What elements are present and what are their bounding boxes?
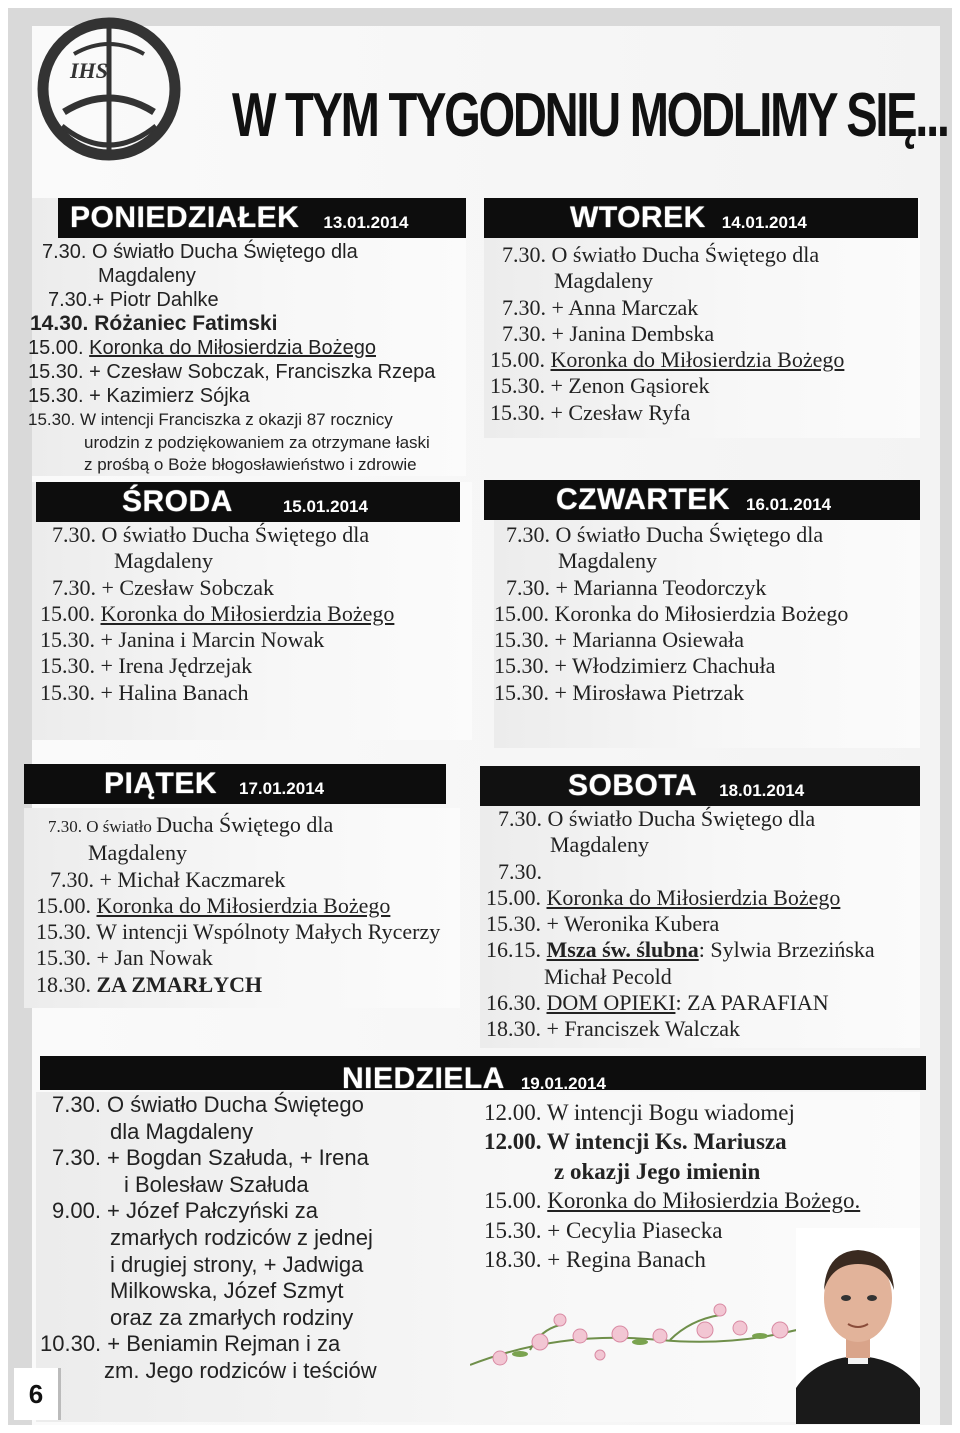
list-item: 15.30. + Włodzimierz Chachuła bbox=[494, 653, 776, 679]
page-number: 6 bbox=[14, 1368, 61, 1420]
list-item: 7.30. O światło Ducha Świętego dla bbox=[498, 806, 816, 831]
list-item: 7.30. + Janina Dembska bbox=[502, 320, 715, 346]
list-item: z prośbą o Boże błogosławieństwo i zdrowie bbox=[84, 455, 417, 474]
list-item: Milkowska, Józef Szmyt bbox=[110, 1278, 344, 1304]
flowers-decoration-icon bbox=[470, 1270, 850, 1380]
list-item: 7.30. bbox=[498, 858, 542, 884]
list-item: 16.30. DOM OPIEKI: ZA PARAFIAN bbox=[486, 990, 829, 1016]
day-name: SOBOTA bbox=[568, 769, 698, 802]
list-item: z okazji Jego imienin bbox=[554, 1158, 761, 1184]
list-item: 15.00. Koronka do Miłosierdzia Bożego bbox=[40, 600, 395, 626]
list-item: 15.30. + Czesław Sobczak, Franciszka Rzepa bbox=[28, 361, 436, 383]
list-item: dla Magdaleny bbox=[110, 1118, 254, 1144]
list-item: 16.15. Msza św. ślubna: Sylwia Brzezińska bbox=[486, 937, 875, 963]
list-item: 15.00. Koronka do Miłosierdzia Bożego. bbox=[484, 1188, 861, 1214]
tuesday-list bbox=[490, 242, 856, 426]
day-name: PONIEDZIAŁEK bbox=[70, 201, 300, 234]
list-item: 15.00. Koronka do Miłosierdzia Bożego bbox=[36, 892, 391, 918]
list-item: 7.30. + Czesław Sobczak bbox=[52, 574, 274, 600]
list-item: zmarłych rodziców z jednej bbox=[110, 1224, 373, 1250]
list-item: 7.30. O światło Ducha Świętego bbox=[52, 1092, 364, 1117]
day-date: 16.01.2014 bbox=[745, 495, 832, 514]
list-item: 15.30. + Marianna Osiewała bbox=[494, 627, 745, 653]
list-item: 18.30. + Franciszek Walczak bbox=[486, 1016, 740, 1042]
list-item: Magdaleny bbox=[558, 548, 657, 574]
list-item: 15.00. Koronka do Miłosierdzia Bożego bbox=[490, 347, 845, 373]
sunday-header bbox=[40, 1056, 926, 1090]
day-date: 19.01.2014 bbox=[520, 1074, 606, 1090]
list-item: Michał Pecold bbox=[544, 963, 672, 989]
list-item: 12.00. W intencji Bogu wiadomej bbox=[484, 1100, 795, 1125]
list-item: 14.30. Różaniec Fatimski bbox=[30, 312, 278, 335]
friday-list bbox=[36, 812, 452, 998]
wednesday-list bbox=[40, 522, 406, 706]
saturday-list bbox=[486, 806, 887, 1043]
monday-list bbox=[28, 240, 447, 476]
list-item: oraz za zmarłych rodziny bbox=[110, 1304, 354, 1330]
list-item: 7.30. O światło Ducha Świętego dla bbox=[502, 242, 820, 267]
tuesday-header bbox=[484, 198, 918, 238]
wednesday-header bbox=[36, 482, 460, 522]
list-item: 18.30. + Regina Banach bbox=[484, 1247, 706, 1273]
list-item: i drugiej strony, + Jadwiga bbox=[110, 1251, 364, 1277]
list-item: Magdaleny bbox=[554, 268, 653, 294]
list-item: 7.30. O światło Ducha Świętego dla bbox=[42, 241, 358, 263]
day-date: 14.01.2014 bbox=[721, 213, 807, 232]
list-item: 7.30.+ Piotr Dahlke bbox=[48, 289, 219, 311]
list-item: urodzin z podziękowaniem za otrzymane łaski bbox=[84, 433, 430, 452]
page-title: W TYM TYGODNIU MODLIMY SIĘ... bbox=[232, 81, 948, 150]
priest-portrait-icon bbox=[796, 1228, 920, 1424]
saturday-header bbox=[480, 766, 920, 806]
list-item: 7.30. O światło Ducha Świętego dla bbox=[506, 522, 824, 547]
list-item: 10.30. + Beniamin Rejman i za bbox=[40, 1331, 341, 1357]
list-item: Magdaleny bbox=[98, 265, 196, 287]
friday-header bbox=[24, 764, 446, 804]
list-item: 15.30. W intencji Franciszka z okazji 87 rocznicy bbox=[28, 410, 393, 429]
list-item: 15.30. + Zenon Gąsiorek bbox=[490, 373, 710, 399]
list-item: 15.00. Koronka do Miłosierdzia Bożego bbox=[28, 337, 376, 359]
day-date: 15.01.2014 bbox=[282, 497, 368, 516]
list-item: 15.30. W intencji Wspólnoty Małych Rycerzy bbox=[36, 919, 441, 945]
list-item: 15.30. + Cecylia Piasecka bbox=[484, 1217, 723, 1243]
list-item: Magdaleny bbox=[114, 548, 213, 574]
day-name: NIEDZIELA bbox=[342, 1062, 505, 1090]
list-item: 18.30. ZA ZMARŁYCH bbox=[36, 971, 263, 997]
list-item: 9.00. + Józef Pałczyński za bbox=[52, 1198, 318, 1224]
list-item: 7.30. O światło Ducha Świętego dla bbox=[48, 812, 334, 837]
ihs-logo-icon bbox=[34, 14, 184, 164]
list-item: 12.00. W intencji Ks. Mariusza bbox=[484, 1129, 787, 1155]
list-item: 7.30. + Bogdan Szałuda, + Irena bbox=[52, 1145, 369, 1171]
list-item: 15.00. Koronka do Miłosierdzia Bożego bbox=[494, 600, 849, 626]
day-name: PIĄTEK bbox=[104, 767, 218, 800]
day-date: 18.01.2014 bbox=[719, 781, 805, 800]
list-item: zm. Jego rodziców i teściów bbox=[104, 1357, 377, 1383]
thursday-header bbox=[484, 480, 920, 520]
thursday-list bbox=[494, 522, 860, 706]
day-name: WTOREK bbox=[570, 201, 706, 234]
list-item: 15.30. + Weronika Kubera bbox=[486, 911, 720, 937]
list-item: 15.30. + Halina Banach bbox=[40, 679, 249, 705]
list-item: 15.30. + Czesław Ryfa bbox=[490, 399, 691, 425]
day-date: 17.01.2014 bbox=[239, 779, 325, 798]
list-item: 7.30. O światło Ducha Świętego dla bbox=[52, 522, 370, 547]
day-name: ŚRODA bbox=[122, 485, 233, 518]
list-item: 7.30. + Michał Kaczmarek bbox=[50, 866, 286, 892]
list-item: Magdaleny bbox=[550, 832, 649, 858]
list-item: 15.00. Koronka do Miłosierdzia Bożego bbox=[486, 884, 841, 910]
list-item: 15.30. + Irena Jędrzejak bbox=[40, 653, 253, 679]
list-item: Magdaleny bbox=[88, 840, 187, 866]
list-item: 15.30. + Kazimierz Sójka bbox=[28, 385, 250, 407]
monday-header bbox=[58, 198, 466, 238]
day-name: CZWARTEK bbox=[556, 483, 730, 516]
sunday-left-list bbox=[40, 1092, 377, 1385]
list-item: 15.30. + Mirosława Pietrzak bbox=[494, 679, 745, 705]
list-item: i Bolesław Szałuda bbox=[124, 1171, 309, 1197]
list-item: 7.30. + Marianna Teodorczyk bbox=[506, 574, 767, 600]
list-item: 7.30. + Anna Marczak bbox=[502, 294, 699, 320]
day-date: 13.01.2014 bbox=[323, 213, 409, 232]
logo-text: IHS bbox=[70, 58, 108, 83]
list-item: 15.30. + Jan Nowak bbox=[36, 945, 213, 971]
list-item: 15.30. + Janina i Marcin Nowak bbox=[40, 627, 325, 653]
